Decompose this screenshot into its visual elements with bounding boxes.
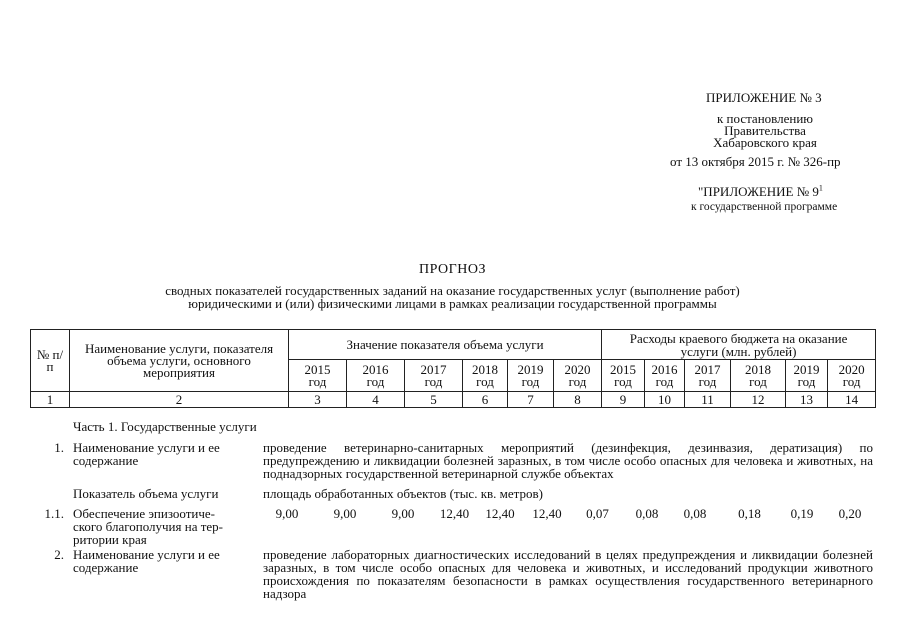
column-number: 13 — [786, 392, 828, 408]
resolution-line-1: к постановлению — [716, 111, 814, 126]
year-cell-volume: 2019 год — [508, 360, 554, 392]
forecast-table-header — [30, 329, 876, 408]
year-cell-expense: 2017 год — [685, 360, 731, 392]
item-1-label: Наименование услуги и ее содержание — [73, 440, 220, 468]
year-cell-expense: 2019 год — [786, 360, 828, 392]
item-1-description: проведение ветеринарно-санитарных мероприятий (дезинфекция, дезинвазия, дератизация) по предупреждению и ликвидации болезней заразных, в том числе особо опасных для человека и животных, на поднадзорных государственной ветеринарной службе объектах — [263, 440, 873, 481]
item-1-1-value: 0,08 — [635, 506, 659, 521]
column-number: 14 — [828, 392, 876, 408]
column-number: 1 — [31, 392, 70, 408]
year-cell-volume: 2018 год — [463, 360, 508, 392]
item-1-1-value: 0,08 — [683, 506, 707, 521]
indicator-description: площадь обработанных объектов (тыс. кв. метров) — [263, 486, 543, 501]
column-number: 10 — [645, 392, 685, 408]
column-number: 9 — [602, 392, 645, 408]
resolution-date: от 13 октября 2015 г. № 326-пр — [670, 154, 841, 169]
page-title: ПРОГНОЗ — [418, 262, 486, 277]
column-number: 4 — [347, 392, 405, 408]
header-volume-group: Значение показателя объема услуги — [289, 330, 602, 360]
item-1-1-value: 9,00 — [333, 506, 357, 521]
year-cell-volume: 2015 год — [289, 360, 347, 392]
year-cell-volume: 2020 год — [554, 360, 602, 392]
appendix-number: ПРИЛОЖЕНИЕ № 3 — [706, 90, 822, 105]
year-cell-expense: 2018 год — [731, 360, 786, 392]
resolution-line-2: Правительства — [724, 123, 806, 138]
to-program-text: к государственной программе — [691, 201, 838, 213]
column-number: 8 — [554, 392, 602, 408]
resolution-line-3: Хабаровского края — [713, 135, 817, 150]
column-number: 11 — [685, 392, 731, 408]
item-1-1-label-line: Обеспечение эпизоотиче- — [73, 506, 215, 521]
item-1-1-number: 1.1. — [44, 506, 64, 521]
item-1-1-value: 0,20 — [838, 506, 862, 521]
item-2-number: 2. — [54, 547, 64, 562]
year-cell-expense: 2020 год — [828, 360, 876, 392]
column-number: 7 — [508, 392, 554, 408]
item-1-1-value: 9,00 — [275, 506, 299, 521]
item-1-number: 1. — [54, 440, 64, 455]
item-1-1-value: 0,07 — [586, 506, 609, 521]
year-cell-expense: 2016 год — [645, 360, 685, 392]
item-1-1-value: 12,40 — [485, 506, 515, 521]
indicator-label: Показатель объема услуги — [73, 486, 219, 501]
item-2-description: проведение лабораторных диагностических исследований в целях предупреждения и ликвидации болезней заразных, в том числе особо опасных для человека и животных, и исследований продукции животного происхождения по показателям безопасности в рамках осуществления государственного ветеринарного надзора — [263, 547, 873, 601]
item-1-1-value: 12,40 — [439, 506, 470, 521]
year-cell-volume: 2017 год — [405, 360, 463, 392]
item-1-1-label-line: ского благополучия на тер- — [73, 519, 223, 534]
item-1-1-value: 0,18 — [738, 506, 761, 521]
item-2-label: Наименование услуги и ее содержание — [73, 547, 220, 575]
header-expense-group: Расходы краевого бюджета на оказание услуги (млн. рублей) — [602, 330, 876, 360]
header-number-cell: № п/п — [31, 330, 70, 392]
title-line-1: сводных показателей государственных заданий на оказание государственных услуг (выполнение работ) — [165, 283, 740, 298]
column-number: 12 — [731, 392, 786, 408]
header-name-cell: Наименование услуги, показателя объема услуги, основного мероприятия — [70, 330, 289, 392]
year-cell-expense: 2015 год — [602, 360, 645, 392]
column-number: 3 — [289, 392, 347, 408]
appendix-9-title: "ПРИЛОЖЕНИЕ № $9^1$ — [698, 183, 823, 199]
title-line-2: юридическими и (или) физическими лицами в рамках реализации государственной программы — [188, 296, 717, 311]
item-1-1-label-line: ритории края — [73, 532, 147, 547]
item-1-1-value: 9,00 — [391, 506, 415, 521]
item-1-1-value: 0,19 — [790, 506, 814, 521]
year-cell-volume: 2016 год — [347, 360, 405, 392]
column-number: 6 — [463, 392, 508, 408]
column-number: 2 — [70, 392, 289, 408]
item-1-1-value: 12,40 — [532, 506, 562, 521]
column-number: 5 — [405, 392, 463, 408]
part-1-heading: Часть 1. Государственные услуги — [73, 419, 257, 434]
